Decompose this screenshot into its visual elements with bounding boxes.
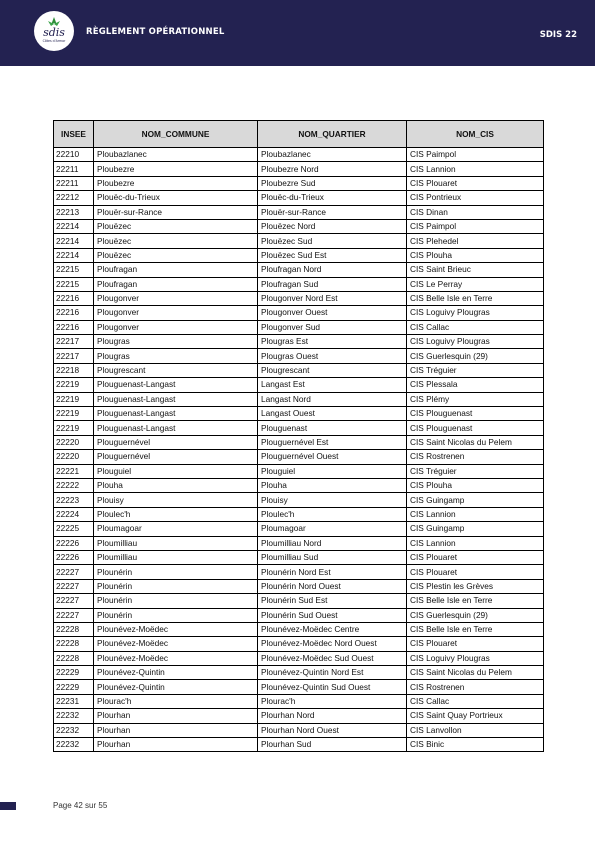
cell-insee: 22227 <box>54 565 94 579</box>
cell-nom-commune: Plougonver <box>94 306 258 320</box>
cell-nom-quartier: Ploumilliau Nord <box>258 536 407 550</box>
cell-insee: 22228 <box>54 651 94 665</box>
cell-nom-quartier: Plounévez-Quintin Nord Est <box>258 666 407 680</box>
cell-nom-quartier: Langast Est <box>258 378 407 392</box>
cell-nom-commune: Plounévez-Moëdec <box>94 651 258 665</box>
cell-insee: 22229 <box>54 680 94 694</box>
table-row <box>54 464 544 478</box>
cell-nom-cis: CIS Plouha <box>407 248 544 262</box>
cell-nom-cis: CIS Plehedel <box>407 234 544 248</box>
cell-insee: 22215 <box>54 277 94 291</box>
cell-insee: 22213 <box>54 205 94 219</box>
cell-nom-commune: Plounévez-Moëdec <box>94 622 258 636</box>
table-row <box>54 191 544 205</box>
cell-nom-commune: Plourhan <box>94 709 258 723</box>
cell-nom-quartier: Ploubezre Nord <box>258 162 407 176</box>
cell-insee: 22219 <box>54 378 94 392</box>
cell-nom-commune: Ploufragan <box>94 263 258 277</box>
table-row <box>54 392 544 406</box>
cell-nom-quartier: Plounérin Nord Est <box>258 565 407 579</box>
cell-nom-cis: CIS Paimpol <box>407 148 544 162</box>
cell-nom-quartier: Plounévez-Quintin Sud Ouest <box>258 680 407 694</box>
table-row <box>54 263 544 277</box>
table-row <box>54 421 544 435</box>
cell-nom-quartier: Ploulec'h <box>258 507 407 521</box>
cell-insee: 22214 <box>54 234 94 248</box>
cell-nom-commune: Plouëzec <box>94 219 258 233</box>
cell-nom-cis: CIS Saint Quay Portrieux <box>407 709 544 723</box>
table-row <box>54 450 544 464</box>
cell-nom-commune: Plounérin <box>94 594 258 608</box>
cell-nom-quartier: Plouër-sur-Rance <box>258 205 407 219</box>
cell-nom-quartier: Plounévez-Moëdec Centre <box>258 622 407 636</box>
table-row <box>54 335 544 349</box>
cell-nom-cis: CIS Dinan <box>407 205 544 219</box>
cell-insee: 22211 <box>54 176 94 190</box>
table-row <box>54 306 544 320</box>
table-row <box>54 651 544 665</box>
cell-nom-commune: Plourhan <box>94 723 258 737</box>
page-number: Page 42 sur 55 <box>53 801 108 810</box>
table-row <box>54 666 544 680</box>
cell-nom-commune: Plouër-sur-Rance <box>94 205 258 219</box>
cell-insee: 22220 <box>54 450 94 464</box>
cell-nom-quartier: Plougonver Sud <box>258 320 407 334</box>
cell-nom-commune: Ploulec'h <box>94 507 258 521</box>
cell-nom-commune: Ploumilliau <box>94 550 258 564</box>
cell-nom-commune: Plouguernével <box>94 435 258 449</box>
cell-insee: 22216 <box>54 320 94 334</box>
cell-insee: 22228 <box>54 637 94 651</box>
cell-insee: 22223 <box>54 493 94 507</box>
cell-nom-quartier: Plourac'h <box>258 694 407 708</box>
cell-nom-commune: Plougras <box>94 335 258 349</box>
table-row <box>54 493 544 507</box>
cell-nom-quartier: Plougras Est <box>258 335 407 349</box>
communes-table <box>53 120 544 752</box>
cell-nom-cis: CIS Plouguenast <box>407 407 544 421</box>
cell-nom-commune: Plourac'h <box>94 694 258 708</box>
cell-nom-quartier: Plounérin Sud Ouest <box>258 608 407 622</box>
cell-nom-quartier: Ploumilliau Sud <box>258 550 407 564</box>
cell-insee: 22224 <box>54 507 94 521</box>
table-header-row <box>54 121 544 148</box>
cell-nom-commune: Ploumagoar <box>94 522 258 536</box>
cell-nom-commune: Plouguiel <box>94 464 258 478</box>
cell-nom-commune: Plounévez-Moëdec <box>94 637 258 651</box>
cell-nom-quartier: Langast Nord <box>258 392 407 406</box>
cell-insee: 22216 <box>54 306 94 320</box>
cell-nom-commune: Plounérin <box>94 608 258 622</box>
cell-nom-cis: CIS Guingamp <box>407 522 544 536</box>
cell-nom-cis: CIS Callac <box>407 694 544 708</box>
cell-nom-commune: Plounévez-Quintin <box>94 680 258 694</box>
table-row <box>54 162 544 176</box>
table-row <box>54 507 544 521</box>
cell-nom-cis: CIS Binic <box>407 738 544 752</box>
table-row <box>54 565 544 579</box>
cell-insee: 22226 <box>54 550 94 564</box>
document-title: RÈGLEMENT OPÉRATIONNEL <box>86 27 225 37</box>
cell-nom-quartier: Ploufragan Nord <box>258 263 407 277</box>
cell-nom-quartier: Plourhan Nord Ouest <box>258 723 407 737</box>
cell-nom-commune: Plouguenast-Langast <box>94 407 258 421</box>
cell-nom-quartier: Plounérin Sud Est <box>258 594 407 608</box>
cell-nom-cis: CIS Le Perray <box>407 277 544 291</box>
cell-nom-commune: Plougras <box>94 349 258 363</box>
cell-insee: 22222 <box>54 478 94 492</box>
cell-nom-quartier: Ploubezre Sud <box>258 176 407 190</box>
cell-nom-cis: CIS Plouaret <box>407 176 544 190</box>
cell-nom-commune: Plounérin <box>94 565 258 579</box>
table-row <box>54 680 544 694</box>
cell-nom-commune: Plourhan <box>94 738 258 752</box>
cell-nom-cis: CIS Loguivy Plougras <box>407 335 544 349</box>
cell-nom-cis: CIS Lannion <box>407 536 544 550</box>
table-row <box>54 709 544 723</box>
cell-insee: 22219 <box>54 407 94 421</box>
cell-nom-commune: Ploubazlanec <box>94 148 258 162</box>
page-header <box>0 0 595 66</box>
cell-nom-cis: CIS Tréguier <box>407 464 544 478</box>
column-header-insee: INSEE <box>54 121 94 148</box>
table-row <box>54 435 544 449</box>
cell-insee: 22231 <box>54 694 94 708</box>
cell-nom-cis: CIS Belle Isle en Terre <box>407 622 544 636</box>
cell-insee: 22229 <box>54 666 94 680</box>
cell-insee: 22217 <box>54 335 94 349</box>
cell-nom-commune: Plougonver <box>94 291 258 305</box>
cell-insee: 22221 <box>54 464 94 478</box>
cell-insee: 22217 <box>54 349 94 363</box>
table-row <box>54 694 544 708</box>
cell-nom-commune: Plouguenast-Langast <box>94 421 258 435</box>
table-row <box>54 248 544 262</box>
cell-nom-commune: Plouguenast-Langast <box>94 392 258 406</box>
cell-nom-cis: CIS Plestin les Grèves <box>407 579 544 593</box>
table-row <box>54 277 544 291</box>
table-row <box>54 148 544 162</box>
cell-insee: 22219 <box>54 421 94 435</box>
cell-nom-quartier: Plounévez-Moëdec Nord Ouest <box>258 637 407 651</box>
cell-insee: 22218 <box>54 363 94 377</box>
table-row <box>54 550 544 564</box>
cell-nom-cis: CIS Plessala <box>407 378 544 392</box>
table-row <box>54 320 544 334</box>
cell-insee: 22216 <box>54 291 94 305</box>
cell-nom-quartier: Plouguernével Est <box>258 435 407 449</box>
cell-insee: 22227 <box>54 608 94 622</box>
cell-nom-quartier: Plougonver Nord Est <box>258 291 407 305</box>
table-body <box>54 148 544 752</box>
table-row <box>54 622 544 636</box>
table-row <box>54 608 544 622</box>
table-row <box>54 234 544 248</box>
cell-nom-commune: Plouha <box>94 478 258 492</box>
cell-nom-cis: CIS Plouguenast <box>407 421 544 435</box>
column-header-nom-cis: NOM_CIS <box>407 121 544 148</box>
cell-insee: 22232 <box>54 723 94 737</box>
cell-nom-commune: Plougonver <box>94 320 258 334</box>
cell-nom-quartier: Plounévez-Moëdec Sud Ouest <box>258 651 407 665</box>
cell-nom-quartier: Plounérin Nord Ouest <box>258 579 407 593</box>
cell-nom-quartier: Ploufragan Sud <box>258 277 407 291</box>
footer-accent-bar <box>0 802 16 810</box>
cell-insee: 22226 <box>54 536 94 550</box>
cell-nom-quartier: Plouguiel <box>258 464 407 478</box>
cell-nom-quartier: Plourhan Sud <box>258 738 407 752</box>
cell-insee: 22212 <box>54 191 94 205</box>
cell-nom-cis: CIS Plouha <box>407 478 544 492</box>
cell-nom-cis: CIS Plémy <box>407 392 544 406</box>
cell-nom-commune: Plouguenast-Langast <box>94 378 258 392</box>
cell-insee: 22211 <box>54 162 94 176</box>
cell-nom-cis: CIS Callac <box>407 320 544 334</box>
table-row <box>54 176 544 190</box>
cell-nom-quartier: Plougonver Ouest <box>258 306 407 320</box>
cell-nom-cis: CIS Rostrenen <box>407 450 544 464</box>
cell-nom-quartier: Plouëzec Sud <box>258 234 407 248</box>
cell-nom-commune: Ploubezre <box>94 176 258 190</box>
cell-nom-commune: Plouëc-du-Trieux <box>94 191 258 205</box>
cell-nom-quartier: Langast Ouest <box>258 407 407 421</box>
cell-insee: 22215 <box>54 263 94 277</box>
table-row <box>54 478 544 492</box>
cell-nom-commune: Plouëzec <box>94 234 258 248</box>
cell-nom-commune: Plouisy <box>94 493 258 507</box>
cell-nom-cis: CIS Saint Brieuc <box>407 263 544 277</box>
cell-nom-cis: CIS Saint Nicolas du Pelem <box>407 435 544 449</box>
column-header-nom-commune: NOM_COMMUNE <box>94 121 258 148</box>
cell-nom-commune: Ploufragan <box>94 277 258 291</box>
cell-nom-cis: CIS Plouaret <box>407 637 544 651</box>
cell-insee: 22220 <box>54 435 94 449</box>
table-row <box>54 579 544 593</box>
cell-nom-commune: Ploubezre <box>94 162 258 176</box>
table-row <box>54 522 544 536</box>
cell-insee: 22232 <box>54 709 94 723</box>
table-row <box>54 407 544 421</box>
cell-nom-cis: CIS Plouaret <box>407 550 544 564</box>
cell-nom-quartier: Plouisy <box>258 493 407 507</box>
table-row <box>54 205 544 219</box>
cell-nom-cis: CIS Rostrenen <box>407 680 544 694</box>
cell-insee: 22225 <box>54 522 94 536</box>
cell-nom-cis: CIS Saint Nicolas du Pelem <box>407 666 544 680</box>
cell-insee: 22232 <box>54 738 94 752</box>
cell-nom-cis: CIS Guingamp <box>407 493 544 507</box>
cell-nom-cis: CIS Guerlesquin (29) <box>407 608 544 622</box>
cell-nom-commune: Plouëzec <box>94 248 258 262</box>
cell-nom-commune: Plounévez-Quintin <box>94 666 258 680</box>
cell-nom-quartier: Ploubazlanec <box>258 148 407 162</box>
table-row <box>54 637 544 651</box>
table-row <box>54 738 544 752</box>
cell-nom-cis: CIS Lannion <box>407 162 544 176</box>
cell-insee: 22227 <box>54 594 94 608</box>
cell-nom-quartier: Plouëzec Sud Est <box>258 248 407 262</box>
cell-nom-commune: Ploumilliau <box>94 536 258 550</box>
cell-nom-commune: Plougrescant <box>94 363 258 377</box>
sdis-logo <box>34 11 74 51</box>
cell-nom-cis: CIS Plouaret <box>407 565 544 579</box>
column-header-nom-quartier: NOM_QUARTIER <box>258 121 407 148</box>
cell-nom-quartier: Ploumagoar <box>258 522 407 536</box>
cell-nom-commune: Plounérin <box>94 579 258 593</box>
cell-insee: 22214 <box>54 248 94 262</box>
table-row <box>54 378 544 392</box>
cell-nom-cis: CIS Tréguier <box>407 363 544 377</box>
table-row <box>54 363 544 377</box>
table-row <box>54 594 544 608</box>
cell-nom-quartier: Plouha <box>258 478 407 492</box>
cell-nom-cis: CIS Lannion <box>407 507 544 521</box>
cell-nom-cis: CIS Loguivy Plougras <box>407 651 544 665</box>
cell-nom-cis: CIS Paimpol <box>407 219 544 233</box>
cell-nom-quartier: Plouguernével Ouest <box>258 450 407 464</box>
cell-insee: 22228 <box>54 622 94 636</box>
cell-nom-cis: CIS Belle Isle en Terre <box>407 594 544 608</box>
cell-nom-cis: CIS Guerlesquin (29) <box>407 349 544 363</box>
cell-insee: 22214 <box>54 219 94 233</box>
table-row <box>54 349 544 363</box>
cell-nom-quartier: Plourhan Nord <box>258 709 407 723</box>
cell-insee: 22227 <box>54 579 94 593</box>
cell-nom-quartier: Plougras Ouest <box>258 349 407 363</box>
cell-nom-quartier: Plouëzec Nord <box>258 219 407 233</box>
cell-nom-cis: CIS Lanvollon <box>407 723 544 737</box>
table-row <box>54 723 544 737</box>
logo-subtext: Côtes d'Armor <box>42 39 66 43</box>
cell-nom-commune: Plouguernével <box>94 450 258 464</box>
cell-nom-quartier: Plougrescant <box>258 363 407 377</box>
cell-insee: 22210 <box>54 148 94 162</box>
cell-nom-quartier: Plouëc-du-Trieux <box>258 191 407 205</box>
cell-nom-quartier: Plouguenast <box>258 421 407 435</box>
document-code: SDIS 22 <box>539 30 577 40</box>
logo-text: sdis <box>43 26 65 39</box>
table-row <box>54 536 544 550</box>
cell-insee: 22219 <box>54 392 94 406</box>
cell-nom-cis: CIS Belle Isle en Terre <box>407 291 544 305</box>
table-row <box>54 219 544 233</box>
cell-nom-cis: CIS Loguivy Plougras <box>407 306 544 320</box>
table-row <box>54 291 544 305</box>
cell-nom-cis: CIS Pontrieux <box>407 191 544 205</box>
